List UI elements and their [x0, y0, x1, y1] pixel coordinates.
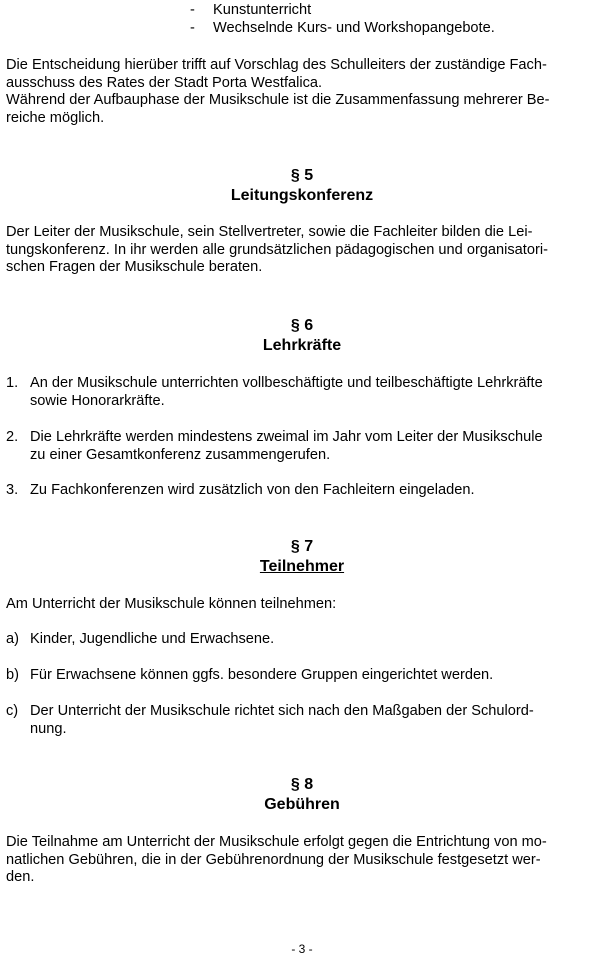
item-marker: 3.	[6, 482, 19, 498]
section-7-intro	[6, 596, 592, 614]
item-marker: a)	[6, 631, 19, 647]
item-marker: b)	[6, 667, 19, 683]
section-7-heading	[0, 537, 604, 577]
section-8-heading	[0, 775, 604, 815]
numbered-item-2	[6, 429, 592, 464]
section-5-heading	[0, 166, 604, 206]
text-line: An der Musikschule unterrichten vollbeschäftigte und teilbeschäftigte Lehrkräfte	[30, 375, 543, 391]
item-marker: 2.	[6, 429, 19, 445]
text-line: sowie Honorarkräfte.	[30, 392, 165, 409]
section-5-paragraph	[6, 224, 592, 277]
text-line: Der Unterricht der Musikschule richtet sich nach den Maßgaben der Schulord-	[30, 703, 534, 719]
text-line: Die Entscheidung hierüber trifft auf Vorschlag des Schulleiters der zuständige Fach-	[6, 57, 547, 73]
lettered-item-a	[6, 631, 592, 649]
text-line: Kinder, Jugendliche und Erwachsene.	[30, 631, 275, 647]
text-line: tungskonferenz. In ihr werden alle grundsätzlichen pädagogischen und organisatori-	[6, 241, 548, 258]
page-number: - 3 -	[291, 942, 313, 956]
text-line: zu einer Gesamtkonferenz zusammengerufen.	[30, 446, 331, 463]
dash-marker: -	[190, 20, 195, 36]
item-marker: 1.	[6, 375, 19, 391]
text-line: Am Unterricht der Musikschule können teilnehmen:	[6, 596, 337, 612]
section-6-heading	[0, 316, 604, 356]
text-line: Während der Aufbauphase der Musikschule ist die Zusammenfassung mehrerer Be-	[6, 92, 550, 108]
text-line: Der Leiter der Musikschule, sein Stellvertreter, sowie die Fachleiter bilden die Lei-	[6, 224, 533, 240]
section-number: § 5	[290, 167, 314, 184]
section-number: § 6	[290, 317, 314, 334]
numbered-item-3	[6, 482, 592, 500]
lettered-item-c	[6, 703, 592, 738]
lettered-item-b	[6, 667, 592, 685]
text-line: natlichen Gebühren, die in der Gebührenordnung der Musikschule festgesetzt wer-	[6, 851, 541, 868]
text-line: schen Fragen der Musikschule beraten.	[6, 259, 263, 275]
section-title: Teilnehmer	[259, 558, 345, 575]
text-line: Die Lehrkräfte werden mindestens zweimal im Jahr vom Leiter der Musikschule	[30, 429, 543, 445]
section-number: § 8	[290, 776, 314, 793]
text-line: Die Teilnahme am Unterricht der Musikschule erfolgt gegen die Entrichtung von mo-	[6, 834, 547, 850]
list-item-text: Wechselnde Kurs- und Workshopangebote.	[213, 20, 495, 36]
text-line: Zu Fachkonferenzen wird zusätzlich von den Fachleitern eingeladen.	[30, 482, 475, 498]
list-item-workshops	[190, 20, 495, 38]
item-marker: c)	[6, 703, 19, 719]
section-title: Leitungskonferenz	[230, 187, 374, 204]
dash-marker: -	[190, 2, 195, 18]
section-title: Gebühren	[264, 796, 340, 813]
intro-paragraph	[6, 57, 592, 127]
list-item-kunstunterricht	[190, 2, 311, 20]
list-item-text: Kunstunterricht	[213, 2, 312, 18]
text-line: reiche möglich.	[6, 109, 105, 126]
text-line: ausschuss des Rates der Stadt Porta Westfalica.	[6, 74, 323, 91]
text-line: Für Erwachsene können ggfs. besondere Gruppen eingerichtet werden.	[30, 667, 494, 683]
text-line: den.	[6, 869, 35, 885]
section-8-paragraph	[6, 834, 592, 887]
section-title: Lehrkräfte	[262, 337, 342, 354]
text-line: nung.	[30, 720, 67, 737]
section-number: § 7	[290, 538, 314, 555]
numbered-item-1	[6, 375, 592, 410]
